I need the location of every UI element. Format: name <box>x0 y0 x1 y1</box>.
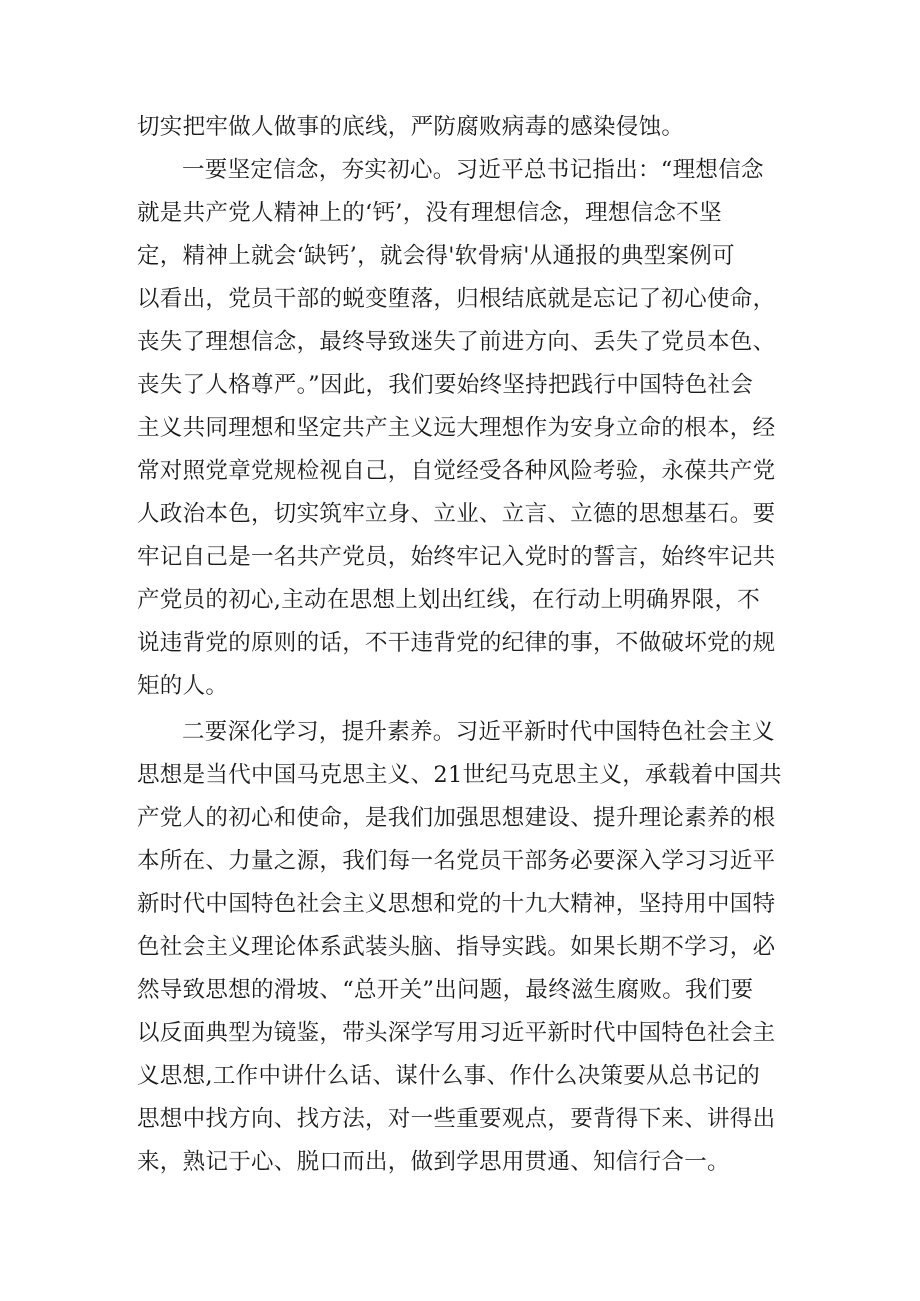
paragraph-fragment <box>137 106 787 149</box>
text-line: 人政治本色，切实筑牢立身、立业、立言、立德的思想基石。要 <box>137 501 776 527</box>
text-line: 产党员的初心,主动在思想上划出红线，在行动上明确界限，不 <box>137 587 761 613</box>
text-line: 说违背党的原则的话，不干违背党的纪律的事，不做破坏党的规 <box>137 630 776 656</box>
text-line: 思想中找方向、找方法，对一些重要观点，要背得下来、讲得出 <box>137 1106 776 1132</box>
text-line: 常对照党章党规检视自己，自觉经受各种风险考验，永葆共产党 <box>137 458 776 484</box>
text-line: 切实把牢做人做事的底线，严防腐败病毒的感染侵蚀。 <box>137 114 685 140</box>
text-line: 定，精神上就会‘缺钙’，就会得'软骨病'从通报的典型案例可 <box>137 243 735 269</box>
text-line: 牢记自己是一名共产党员，始终牢记入党时的誓言，始终牢记共 <box>137 544 776 570</box>
text-line: 丧失了人格尊严。”因此，我们要始终坚持把践行中国特色社会 <box>137 372 754 398</box>
text-line: 来，熟记于心、脱口而出，做到学思用贯通、知信行合一。 <box>137 1149 730 1175</box>
text-line: 产党人的初心和使命，是我们加强思想建设、提升理论素养的根 <box>137 805 776 831</box>
text-line: 本所在、力量之源，我们每一名党员干部务必要深入学习习近平 <box>137 848 776 874</box>
text-line: 丧失了理想信念，最终导致迷失了前进方向、丢失了党员本色、 <box>137 329 776 355</box>
text-line: 主义共同理想和坚定共产主义远大理想作为安身立命的根本，经 <box>137 415 776 441</box>
text-line: 然导致思想的滑坡、“总开关”出问题，最终滋生腐败。我们要 <box>137 977 754 1003</box>
text-line: 新时代中国特色社会主义思想和党的十九大精神，坚持用中国特 <box>137 891 776 917</box>
text-line: 义思想,工作中讲什么话、谋什么事、作什么决策要从总书记的 <box>137 1063 761 1089</box>
text-line: 二要深化学习，提升素养。习近平新时代中国特色社会主义 <box>182 719 775 745</box>
text-line: 色社会主义理论体系武装头脑、指导实践。如果长期不学习，必 <box>137 934 776 960</box>
text-line: 矩的人。 <box>137 673 229 699</box>
text-line: 就是共产党人精神上的‘钙’，没有理想信念，理想信念不坚 <box>137 200 722 226</box>
text-line: 以反面典型为镜鉴，带头深学写用习近平新时代中国特色社会主 <box>137 1020 776 1046</box>
text-line: 以看出，党员干部的蜕变堕落，归根结底就是忘记了初心使命， <box>137 286 776 312</box>
text-line: 思想是当代中国马克思主义、21世纪马克思主义，承载着中国共 <box>137 762 782 788</box>
text-line: 一要坚定信念，夯实初心。习近平总书记指出：“理想信念 <box>182 157 764 183</box>
paragraph-firm-belief <box>137 149 787 708</box>
paragraph-deepen-study <box>137 711 787 1184</box>
